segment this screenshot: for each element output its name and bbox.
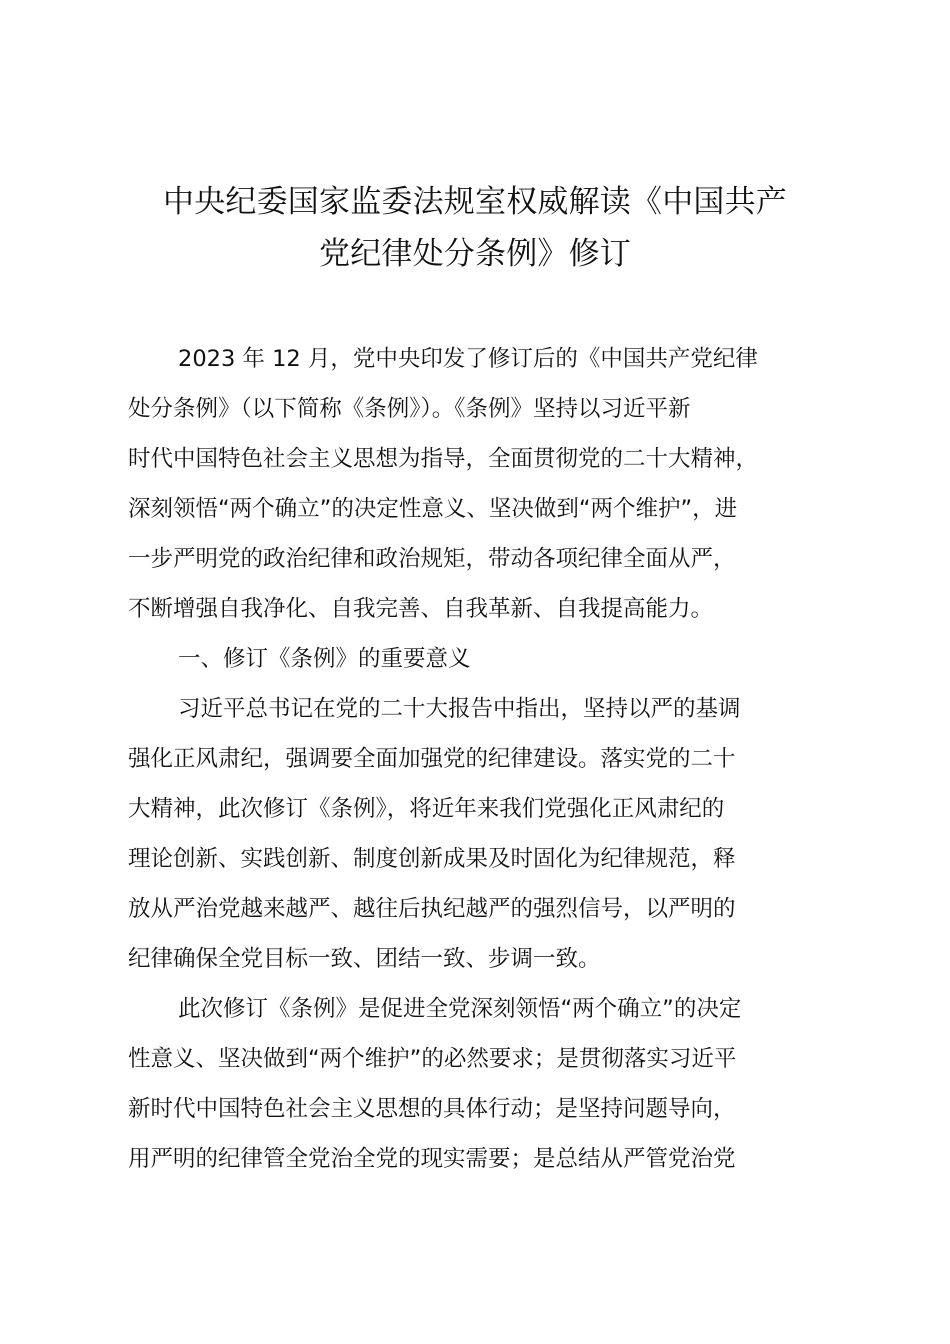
paragraph-1-line-1: 2023 年 12 月，党中央印发了修订后的《中国共产党纪律 [178, 346, 758, 372]
document-title [118, 176, 832, 280]
paragraph-1-line-4: 深刻领悟“两个确立”的决定性意义、坚决做到“两个维护”，进 [128, 496, 738, 522]
paragraph-2-line-2: 强化正风肃纪，强调要全面加强党的纪律建设。落实党的二十 [128, 746, 736, 772]
paragraph-1-line-5: 一步严明党的政治纪律和政治规矩，带动各项纪律全面从严， [128, 546, 736, 572]
section-heading: 一、修订《条例》的重要意义 [178, 646, 471, 672]
paragraph-1 [128, 334, 832, 634]
paragraph-3-line-3: 新时代中国特色社会主义思想的具体行动；是坚持问题导向， [128, 1096, 736, 1122]
title-line-2: 党纪律处分条例》修订 [319, 236, 631, 272]
paragraph-3 [128, 984, 832, 1184]
paragraph-3-line-2: 性意义、坚决做到“两个维护”的必然要求；是贯彻落实习近平 [128, 1046, 737, 1072]
paragraph-2-line-1: 习近平总书记在党的二十大报告中指出，坚持以严的基调 [178, 696, 741, 722]
paragraph-1-line-2: 处分条例》（以下简称《条例》）。《条例》坚持以习近平新 [128, 396, 691, 422]
paragraph-1-line-6: 不断增强自我净化、自我完善、自我革新、自我提高能力。 [128, 596, 714, 622]
paragraph-2-line-4: 理论创新、实践创新、制度创新成果及时固化为纪律规范，释 [128, 846, 736, 872]
document-body [128, 334, 832, 1184]
paragraph-2-line-6: 纪律确保全党目标一致、团结一致、步调一致。 [128, 946, 601, 972]
paragraph-3-line-1: 此次修订《条例》是促进全党深刻领悟“两个确立”的决定 [178, 996, 742, 1022]
paragraph-3-line-4: 用严明的纪律管全党治全党的现实需要；是总结从严管党治党 [128, 1146, 736, 1172]
paragraph-1-line-3: 时代中国特色社会主义思想为指导，全面贯彻党的二十大精神， [128, 446, 759, 472]
paragraph-2-line-5: 放从严治党越来越严、越往后执纪越严的强烈信号，以严明的 [128, 896, 736, 922]
title-line-1: 中央纪委国家监委法规室权威解读《中国共产 [163, 184, 787, 220]
paragraph-2 [128, 684, 832, 984]
paragraph-2-line-3: 大精神，此次修订《条例》，将近年来我们党强化正风肃纪的 [128, 796, 725, 822]
